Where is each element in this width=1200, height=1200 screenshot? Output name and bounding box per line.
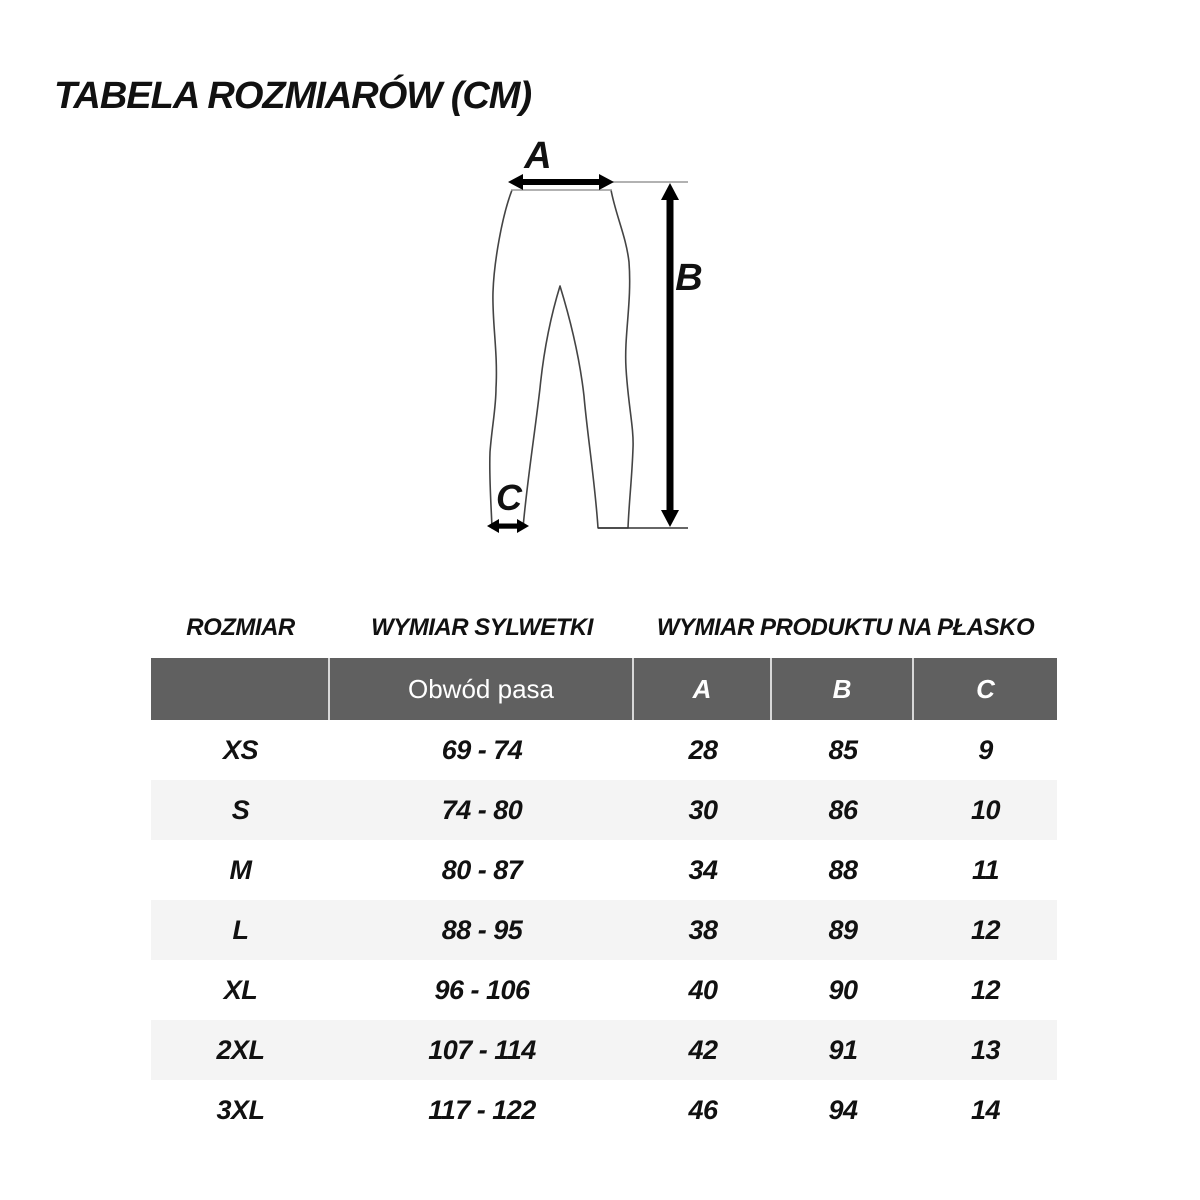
cell-waist: 117 - 122 <box>428 1095 536 1125</box>
cell-size: 2XL <box>151 1020 330 1080</box>
cell-a: 38 <box>634 900 772 960</box>
cell-b: 91 <box>772 1020 914 1080</box>
header-cell-waist: Obwód pasa <box>330 658 634 720</box>
table-row-s <box>151 780 1057 840</box>
cell-waist: 69 - 74 <box>441 735 523 765</box>
table-row-xl <box>151 960 1057 1020</box>
table-row-l <box>151 900 1057 960</box>
cell-a: 42 <box>634 1020 772 1080</box>
header-cell-a: A <box>634 658 772 720</box>
cell-b: 85 <box>828 735 858 765</box>
measurement-arrow-b <box>661 183 679 527</box>
leggings-measurement-diagram <box>440 120 760 565</box>
header-cell-size <box>151 658 330 720</box>
table-row-3xl <box>151 1080 1057 1140</box>
cell-a: 34 <box>688 855 718 885</box>
diagram-label-c: C <box>496 477 522 518</box>
cell-b: 88 <box>828 855 858 885</box>
group-label-wymiar-produktu: WYMIAR PRODUKTU NA PŁASKO <box>656 614 1035 641</box>
table-row-xs <box>151 720 1057 780</box>
cell-size: XL <box>223 975 258 1005</box>
cell-size: 3XL <box>216 1095 265 1125</box>
cell-waist: 107 - 114 <box>330 1020 634 1080</box>
cell-waist: 80 - 87 <box>441 855 523 885</box>
cell-a: 40 <box>688 975 718 1005</box>
cell-a: 30 <box>634 780 772 840</box>
diagram-label-a: A <box>524 135 552 177</box>
table-row-2xl <box>151 1020 1057 1080</box>
cell-c: 9 <box>978 735 993 765</box>
cell-b: 89 <box>772 900 914 960</box>
cell-waist: 88 - 95 <box>330 900 634 960</box>
header-cell-b: B <box>772 658 914 720</box>
cell-size: M <box>229 855 252 885</box>
diagram-label-b: B <box>675 257 703 299</box>
page-title: TABELA ROZMIARÓW (CM) <box>54 75 532 118</box>
cell-size: L <box>151 900 330 960</box>
cell-size: S <box>151 780 330 840</box>
cell-b: 90 <box>828 975 858 1005</box>
table-header-row <box>151 658 1057 720</box>
cell-a: 46 <box>688 1095 718 1125</box>
cell-c: 14 <box>970 1095 1001 1125</box>
cell-c: 12 <box>914 900 1057 960</box>
cell-c: 13 <box>914 1020 1057 1080</box>
cell-size: XS <box>222 735 259 765</box>
cell-waist: 96 - 106 <box>434 975 530 1005</box>
cell-c: 12 <box>970 975 1001 1005</box>
size-table <box>151 658 1057 1140</box>
cell-b: 94 <box>828 1095 858 1125</box>
group-label-wymiar-sylwetki: WYMIAR SYLWETKI <box>371 614 593 641</box>
group-label-rozmiar: ROZMIAR <box>186 614 295 641</box>
table-row-m <box>151 840 1057 900</box>
cell-c: 11 <box>971 855 1000 885</box>
cell-b: 86 <box>772 780 914 840</box>
cell-waist: 74 - 80 <box>330 780 634 840</box>
cell-c: 10 <box>914 780 1057 840</box>
cell-a: 28 <box>688 735 718 765</box>
header-cell-c: C <box>914 658 1057 720</box>
